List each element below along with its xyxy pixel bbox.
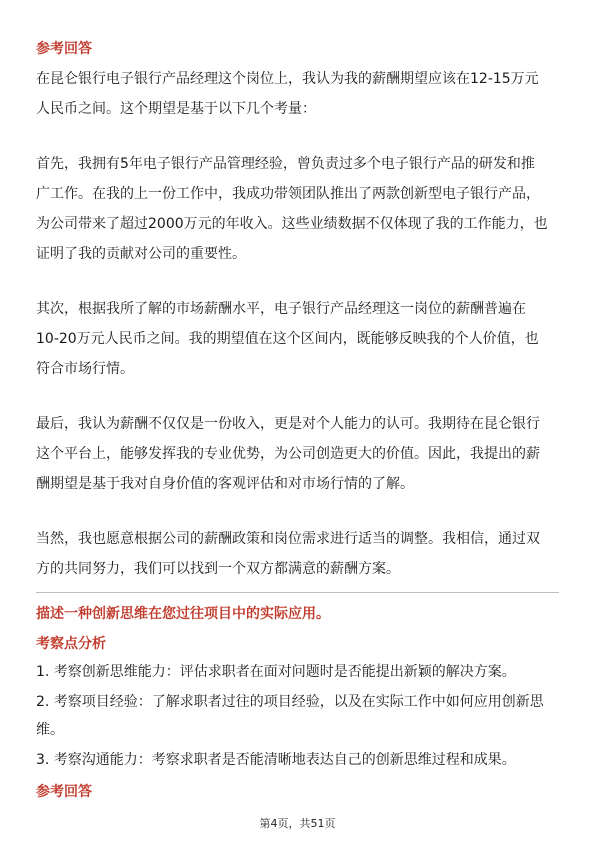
paragraph-line: 方的共同努力，我们可以找到一个双方都满意的薪酬方案。 xyxy=(36,561,400,577)
paragraph-line: 这个平台上，能够发挥我的专业优势，为公司创造更大的价值。因此，我提出的薪 xyxy=(36,446,540,462)
paragraph-line: 当然，我也愿意根据公司的薪酬政策和岗位需求进行适当的调整。我相信，通过双 xyxy=(36,531,540,547)
analysis-heading: 考察点分析 xyxy=(36,636,106,652)
paragraph-line: 10-20万元人民币之间。我的期望值在这个区间内，既能够反映我的个人价值，也 xyxy=(36,331,539,347)
paragraph-line: 首先，我拥有5年电子银行产品管理经验，曾负责过多个电子银行产品的研发和推 xyxy=(36,156,535,172)
page-number: 第4页，共51页 xyxy=(259,817,336,830)
paragraph-line: 其次，根据我所了解的市场薪酬水平，电子银行产品经理这一岗位的薪酬普遍在 xyxy=(36,301,526,317)
reference-answer-heading: 参考回答 xyxy=(36,784,92,800)
analysis-item: 1. 考察创新思维能力：评估求职者在面对问题时是否能提出新颖的解决方案。 xyxy=(36,664,516,680)
paragraph-line: 广工作。在我的上一份工作中，我成功带领团队推出了两款创新型电子银行产品， xyxy=(36,186,540,202)
analysis-item: 3. 考察沟通能力：考察求职者是否能清晰地表达自己的创新思维过程和成果。 xyxy=(36,752,516,768)
paragraph-line: 在昆仑银行电子银行产品经理这个岗位上，我认为我的薪酬期望应该在12-15万元 xyxy=(36,71,539,87)
paragraph-line: 最后，我认为薪酬不仅仅是一份收入，更是对个人能力的认可。我期待在昆仑银行 xyxy=(36,416,540,432)
paragraph-line: 为公司带来了超过2000万元的年收入。这些业绩数据不仅体现了我的工作能力，也 xyxy=(36,216,548,232)
analysis-item: 2. 考察项目经验：了解求职者过往的项目经验，以及在实际工作中如何应用创新思 xyxy=(36,694,544,710)
paragraph-line: 人民币之间。这个期望是基于以下几个考量： xyxy=(36,101,316,117)
analysis-item-continuation: 维。 xyxy=(36,722,64,738)
paragraph-line: 符合市场行情。 xyxy=(36,361,134,377)
interview-question: 描述一种创新思维在您过往项目中的实际应用。 xyxy=(36,606,330,622)
paragraph-line: 证明了我的贡献对公司的重要性。 xyxy=(36,246,246,262)
paragraph-line: 酬期望是基于我对自身价值的客观评估和对市场行情的了解。 xyxy=(36,476,414,492)
reference-answer-heading: 参考回答 xyxy=(36,41,92,57)
section-divider xyxy=(36,592,559,593)
